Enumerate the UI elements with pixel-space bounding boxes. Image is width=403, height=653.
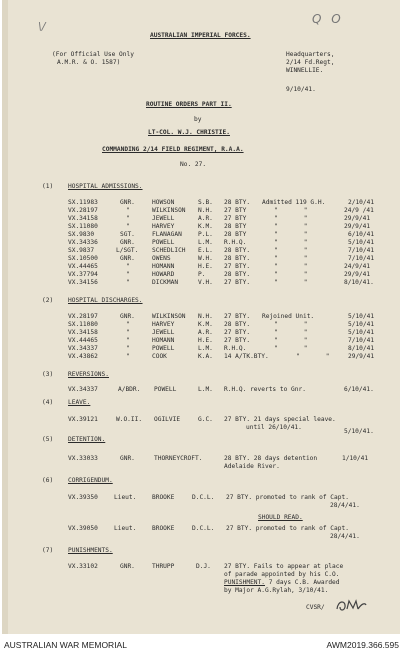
entry-date: 5/10/41. [344, 428, 374, 435]
service-number: SX.11080 [68, 223, 98, 230]
initials: H.E. [198, 337, 213, 344]
section-number: (3) [42, 371, 54, 378]
entry-detail-continued: Adelaide River. [224, 463, 280, 470]
service-number: VX.34336 [68, 239, 98, 246]
service-number: VX.33102 [68, 563, 98, 570]
rank: " [126, 207, 130, 214]
initials-signature-icon [334, 597, 368, 613]
entry-date: 8/10/41. [344, 279, 374, 286]
entry-detail: " " [274, 231, 308, 238]
document-page [2, 0, 400, 634]
surname: BROOKE [152, 525, 175, 532]
entry-date: 29/9/41 [344, 223, 371, 230]
entry-detail: " " [274, 207, 308, 214]
entry-date: 24/9/41 [344, 263, 371, 270]
rank: W.O.II. [116, 416, 143, 423]
unit: 28 BTY [224, 223, 247, 230]
surname: HARVEY [152, 321, 175, 328]
punishment-label: PUNISHMENT. [224, 579, 265, 586]
initials: D.C.L. [192, 494, 215, 501]
entry-detail: " " [274, 337, 308, 344]
surname: HARVEY [152, 223, 175, 230]
entry-detail: " " [274, 271, 308, 278]
entry-detail: 27 BTY. promoted to rank of Capt. [226, 494, 349, 501]
punishment-award: 7 days C.B. Awarded [264, 579, 340, 586]
document-title: AUSTRALIAN IMPERIAL FORCES. [150, 32, 251, 39]
order-number: No. 27. [180, 161, 207, 168]
entry-date: 5/10/41 [348, 321, 375, 328]
unit: 28 BTY. [224, 247, 251, 254]
initials: P. [198, 271, 206, 278]
signature-prefix: CVSR/ [306, 604, 325, 611]
handwritten-tick-mark: \/ [38, 20, 46, 33]
surname: JEWELL [152, 329, 175, 336]
surname: POWELL [154, 386, 177, 393]
rank: GNR. [120, 199, 135, 206]
surname: BROOKE [152, 494, 175, 501]
initials: S.B. [198, 199, 213, 206]
service-number: SX.9830 [68, 231, 95, 238]
surname: THORNEYCROFT. [154, 455, 203, 462]
rank: " [126, 353, 130, 360]
service-number: VX.39350 [68, 494, 98, 501]
section-number: (7) [42, 547, 54, 554]
rank: " [126, 337, 130, 344]
surname: HOMANN [152, 337, 175, 344]
rank: Lieut. [114, 494, 137, 501]
unit: R.H.Q. [224, 345, 247, 352]
entry-date: 5/10/41 [348, 239, 375, 246]
surname: OWENS [152, 255, 171, 262]
surname: OGILVIE [154, 416, 181, 423]
section-title-punishments: PUNISHMENTS. [68, 547, 113, 554]
entry-detail: " " [274, 345, 308, 352]
section-number: (4) [42, 399, 54, 406]
rank: " [126, 321, 130, 328]
rank: GNR. [120, 313, 135, 320]
surname: HOWSON [152, 199, 175, 206]
rank: L/SGT. [116, 247, 139, 254]
unit: 28 BTY. [224, 321, 251, 328]
entry-detail-continued: until 26/10/41. [246, 424, 302, 431]
archive-name: AUSTRALIAN WAR MEMORIAL [4, 640, 127, 650]
hq-line-1: Headquarters, [286, 51, 335, 58]
entry-detail: " " [274, 223, 308, 230]
initials: W.H. [198, 255, 213, 262]
surname: DICKMAN [152, 279, 179, 286]
service-number: SX.9837 [68, 247, 95, 254]
section-number: (2) [42, 297, 54, 304]
initials: N.H. [198, 207, 213, 214]
service-number: VX.33033 [68, 455, 98, 462]
entry-date: 7/10/41 [348, 337, 375, 344]
entry-date: 7/10/41 [348, 255, 375, 262]
initials: K.A. [198, 353, 213, 360]
service-number: VX.28197 [68, 207, 98, 214]
initials: A.R. [198, 215, 213, 222]
entry-detail: " " [274, 239, 308, 246]
unit: 27 BTY. [224, 263, 251, 270]
initials: P.L. [198, 231, 213, 238]
entry-detail: " " [274, 255, 308, 262]
rank: GNR. [120, 563, 135, 570]
initials: K.M. [198, 321, 213, 328]
rank: " [126, 271, 130, 278]
rank: " [126, 215, 130, 222]
unit: 27 BTY. [224, 329, 251, 336]
initials: H.E. [198, 263, 213, 270]
entry-detail: 27 BTY. 21 days special leave. [224, 416, 336, 423]
service-number: VX.39121 [68, 416, 98, 423]
entry-detail: " " [274, 215, 308, 222]
archive-reference: AWM2019.366.595 [326, 640, 399, 650]
initials: L.M. [198, 239, 213, 246]
unit: 28 BTY. [224, 255, 251, 262]
amr-reference: A.M.R. & O. 1587) [57, 59, 121, 66]
section-title-discharges: HOSPITAL DISCHARGES. [68, 297, 143, 304]
surname: WILKINSON [152, 313, 186, 320]
entry-date: 5/10/41 [348, 313, 375, 320]
entry-date: 1/10/41 [342, 455, 369, 462]
initials: N.H. [198, 313, 213, 320]
surname: WILKINSON [152, 207, 186, 214]
orders-by: by [194, 116, 202, 123]
unit: 28 BTY [224, 231, 247, 238]
service-number: SX.11983 [68, 199, 98, 206]
unit: 27 BTY [224, 215, 247, 222]
service-number: VX.34337 [68, 345, 98, 352]
rank: " [126, 329, 130, 336]
section-title-reversions: REVERSIONS. [68, 371, 109, 378]
initials: L.M. [198, 386, 213, 393]
section-title-detention: DETENTION. [68, 436, 106, 443]
initials: K.M. [198, 223, 213, 230]
orders-title: ROUTINE ORDERS PART II. [146, 101, 232, 108]
unit: 27 BTY. [224, 279, 251, 286]
entry-date: 24/9 /41 [344, 207, 374, 214]
service-number: VX.37794 [68, 271, 98, 278]
service-number: VX.34158 [68, 329, 98, 336]
section-number: (6) [42, 477, 54, 484]
initials: D.J. [196, 563, 211, 570]
entry-detail: " " [296, 353, 330, 360]
archive-footer [0, 638, 403, 653]
initials: E.L. [198, 247, 213, 254]
entry-date: 29/9/41 [344, 271, 371, 278]
hq-line-2: 2/14 Fd.Regt, [286, 59, 335, 66]
rank: " [126, 345, 130, 352]
awarding-officer: by Major A.G.Rylah, 3/10/41. [224, 587, 329, 594]
initials: A.R. [198, 329, 213, 336]
entry-detail: Admitted 119 G.H. [262, 199, 326, 206]
service-number: VX.43862 [68, 353, 98, 360]
service-number: VX.44465 [68, 263, 98, 270]
rank: GNR. [120, 455, 135, 462]
entry-detail: " " [274, 247, 308, 254]
entry-date: 29/9/41 [344, 215, 371, 222]
unit: 27 BTY [224, 207, 247, 214]
entry-date: 2/10/41 [348, 199, 375, 206]
entry-detail: Rejoined Unit. [262, 313, 315, 320]
surname: SCHEDLICH [152, 247, 186, 254]
entry-detail: " " [274, 263, 308, 270]
entry-detail-continued: of parade appointed by his C.O. [224, 571, 340, 578]
rank: GNR. [120, 239, 135, 246]
surname: HOMANN [152, 263, 175, 270]
rank: A/BDR. [118, 386, 141, 393]
service-number: SX.11080 [68, 321, 98, 328]
entry-date: 7/10/41 [348, 247, 375, 254]
rank: " [126, 223, 130, 230]
entry-date: 6/10/41 [348, 231, 375, 238]
entry-date: 28/4/41. [330, 533, 360, 540]
rank: GNR. [120, 255, 135, 262]
entry-date: 29/9/41 [348, 353, 375, 360]
handwritten-folio-mark: Q O [312, 12, 344, 26]
section-title-corrigendum: CORRIGENDUM. [68, 477, 113, 484]
section-number: (5) [42, 436, 54, 443]
section-title-leave: LEAVE. [68, 399, 91, 406]
service-number: VX.34156 [68, 279, 98, 286]
section-number: (1) [42, 183, 54, 190]
section-title-admissions: HOSPITAL ADMISSIONS. [68, 183, 143, 190]
entry-date: 5/10/41 [348, 329, 375, 336]
service-number: VX.28197 [68, 313, 98, 320]
entry-detail: 27 BTY. promoted to rank of Capt. [226, 525, 349, 532]
surname: HOWARD [152, 271, 175, 278]
entry-detail: R.H.Q. reverts to Gnr. [224, 386, 306, 393]
initials: V.H. [198, 279, 213, 286]
punishment-line [224, 579, 340, 587]
entry-date: 6/10/41. [344, 386, 374, 393]
unit: 27 BTY. [224, 313, 251, 320]
commander-name: LT-COL. W.J. CHRISTIE. [148, 129, 230, 136]
service-number: VX.34337 [68, 386, 98, 393]
rank: " [126, 263, 130, 270]
should-read-label: SHOULD READ. [258, 514, 303, 521]
rank: " [126, 279, 130, 286]
surname: COOK [152, 353, 167, 360]
unit: 14 A/TK.BTY. [224, 353, 269, 360]
entry-detail: " " [274, 329, 308, 336]
initials: L.M. [198, 345, 213, 352]
unit: 27 BTY. [224, 337, 251, 344]
entry-date: 8/10/41 [348, 345, 375, 352]
entry-detail: " " [274, 321, 308, 328]
entry-date: 28/4/41. [330, 502, 360, 509]
command-line: COMMANDING 2/14 FIELD REGIMENT, R.A.A. [102, 146, 244, 153]
surname: POWELL [152, 239, 175, 246]
service-number: SX.10500 [68, 255, 98, 262]
rank: Lieut. [114, 525, 137, 532]
page-edge-shadow [2, 0, 8, 634]
surname: FLANAGAN [152, 231, 182, 238]
rank: SGT. [120, 231, 135, 238]
unit: R.H.Q. [224, 239, 247, 246]
entry-detail: 28 BTY. 28 days detention [224, 455, 318, 462]
service-number: VX.34158 [68, 215, 98, 222]
service-number: VX.44465 [68, 337, 98, 344]
service-number: VX.39050 [68, 525, 98, 532]
unit: 28 BTY. [224, 199, 251, 206]
document-date: 9/10/41. [286, 86, 316, 93]
entry-detail: " " [274, 279, 308, 286]
initials: G.C. [198, 416, 213, 423]
initials: D.C.L. [192, 525, 215, 532]
official-use-note: (For Official Use Only [52, 51, 134, 58]
entry-detail: 27 BTY. Fails to appear at place [224, 563, 344, 570]
hq-line-3: WINNELLIE. [286, 67, 324, 74]
surname: THRUPP [152, 563, 175, 570]
surname: POWELL [152, 345, 175, 352]
unit: 28 BTY. [224, 271, 251, 278]
surname: JEWELL [152, 215, 175, 222]
